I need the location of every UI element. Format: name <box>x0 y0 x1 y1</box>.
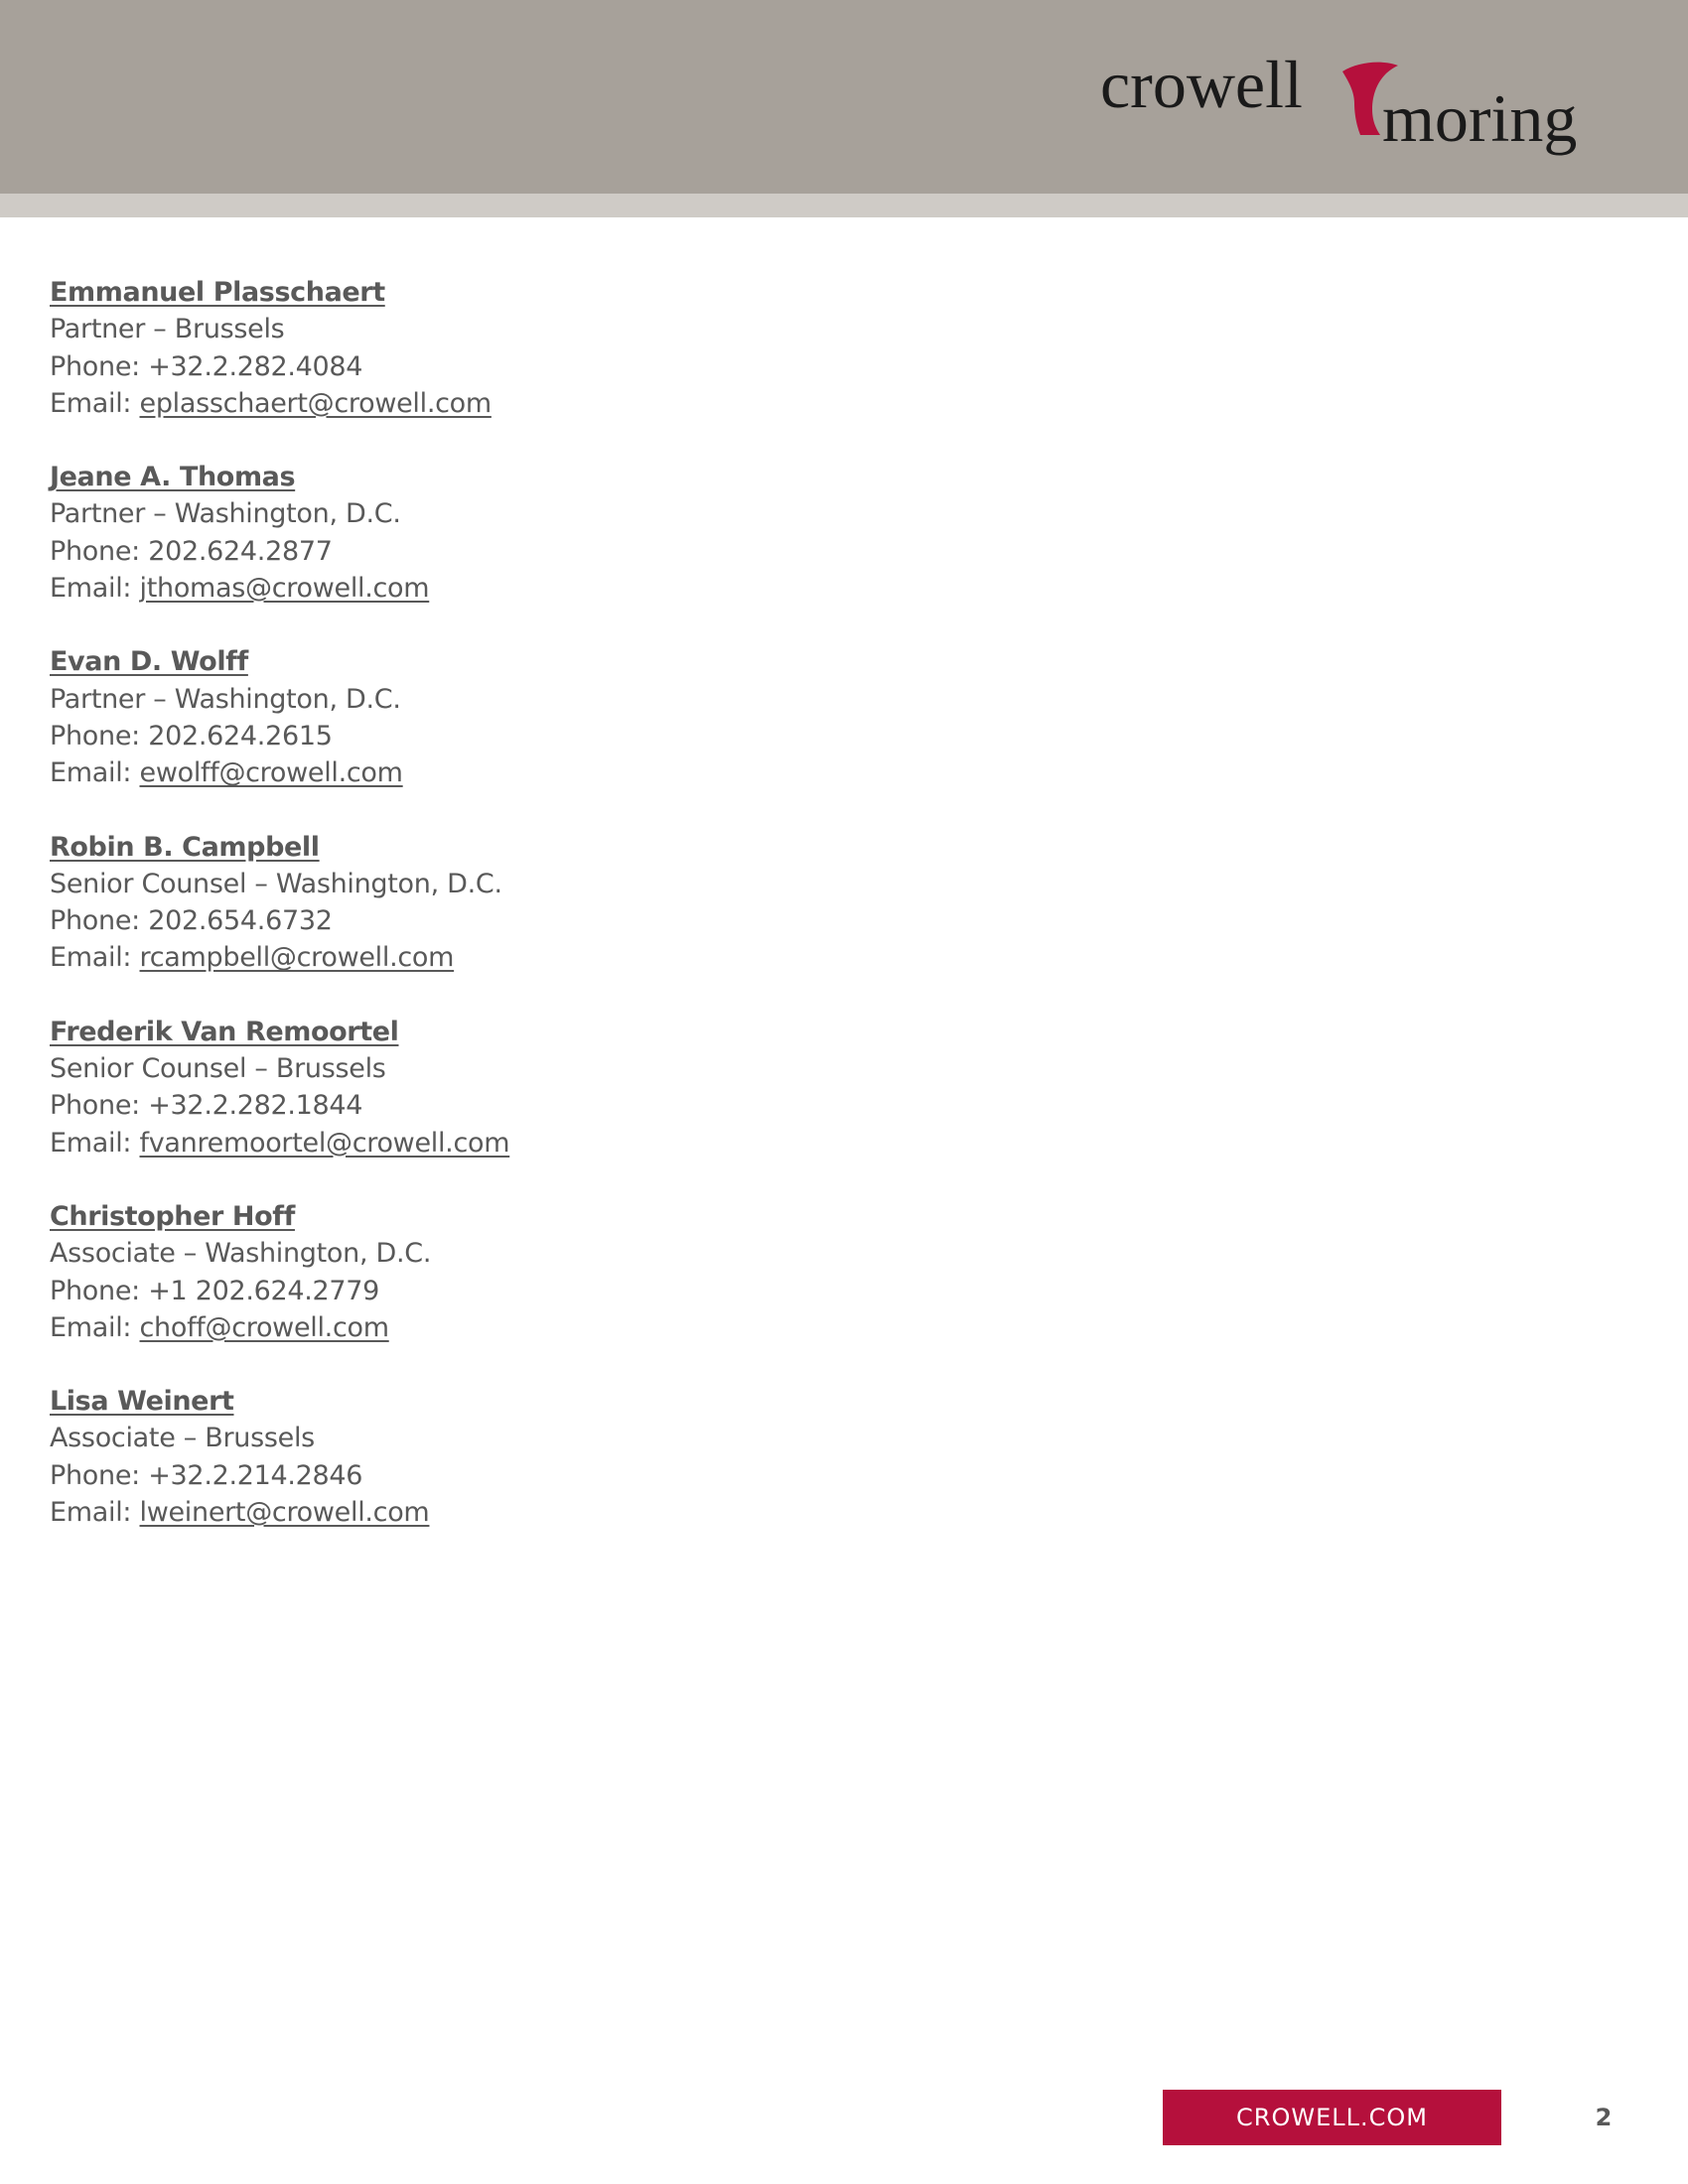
email-link[interactable]: eplasschaert@crowell.com <box>139 387 492 419</box>
contact-name-link[interactable]: Robin B. Campbell <box>50 831 320 863</box>
phone-label: Phone: <box>50 1459 140 1491</box>
contact-phone-row <box>50 1273 1241 1309</box>
contact-phone-row <box>50 348 1241 385</box>
contact-email-row <box>50 385 1241 422</box>
logo-text-moring: moring <box>1382 80 1578 156</box>
phone-value: 202.624.2615 <box>148 720 333 751</box>
page-number: 2 <box>1595 2104 1613 2131</box>
contact-card <box>50 274 1241 422</box>
contact-phone-row <box>50 902 1241 939</box>
website-link[interactable]: CROWELL.COM <box>1163 2090 1501 2145</box>
contact-card <box>50 1383 1241 1531</box>
contact-list <box>50 274 1241 1568</box>
email-label: Email: <box>50 1497 132 1529</box>
phone-label: Phone: <box>50 350 140 382</box>
contact-card <box>50 643 1241 791</box>
contact-title: Senior Counsel – Brussels <box>50 1053 386 1085</box>
phone-value: +1 202.624.2779 <box>148 1275 380 1306</box>
email-label: Email: <box>50 1127 132 1159</box>
contact-title: Senior Counsel – Washington, D.C. <box>50 868 502 899</box>
contact-email-row <box>50 754 1241 791</box>
header-stripe <box>0 194 1688 217</box>
phone-label: Phone: <box>50 1275 140 1306</box>
contact-name-link[interactable]: Evan D. Wolff <box>50 646 248 678</box>
contact-email-row <box>50 1309 1241 1346</box>
email-link[interactable]: rcampbell@crowell.com <box>139 942 455 974</box>
contact-email-row <box>50 939 1241 976</box>
contact-title: Partner – Brussels <box>50 314 285 345</box>
contact-name-link[interactable]: Christopher Hoff <box>50 1200 295 1232</box>
contact-email-row <box>50 1494 1241 1531</box>
email-label: Email: <box>50 573 132 605</box>
contact-title: Associate – Washington, D.C. <box>50 1238 432 1270</box>
phone-label: Phone: <box>50 535 140 567</box>
email-label: Email: <box>50 757 132 789</box>
phone-value: +32.2.282.4084 <box>148 350 363 382</box>
email-link[interactable]: choff@crowell.com <box>139 1311 389 1343</box>
phone-value: +32.2.214.2846 <box>148 1459 363 1491</box>
contact-name-link[interactable]: Emmanuel Plasschaert <box>50 277 385 308</box>
contact-name-link[interactable]: Frederik Van Remoortel <box>50 1016 399 1047</box>
logo-text-crowell: crowell <box>1100 47 1303 122</box>
contact-name-link[interactable]: Lisa Weinert <box>50 1386 234 1418</box>
contact-email-row <box>50 1125 1241 1161</box>
contact-card <box>50 1014 1241 1161</box>
contact-title: Partner – Washington, D.C. <box>50 683 401 715</box>
contact-card <box>50 1198 1241 1346</box>
email-label: Email: <box>50 1311 132 1343</box>
contact-email-row <box>50 570 1241 607</box>
email-link[interactable]: lweinert@crowell.com <box>139 1497 430 1529</box>
contact-name-link[interactable]: Jeane A. Thomas <box>50 462 296 493</box>
phone-value: 202.654.6732 <box>148 905 333 937</box>
email-link[interactable]: jthomas@crowell.com <box>139 573 430 605</box>
contact-phone-row <box>50 533 1241 570</box>
phone-value: +32.2.282.1844 <box>148 1090 363 1122</box>
phone-label: Phone: <box>50 1090 140 1122</box>
email-link[interactable]: ewolff@crowell.com <box>139 757 403 789</box>
contact-title: Associate – Brussels <box>50 1423 315 1454</box>
contact-card <box>50 459 1241 607</box>
contact-phone-row <box>50 1457 1241 1494</box>
contact-phone-row <box>50 718 1241 754</box>
contact-title: Partner – Washington, D.C. <box>50 498 401 530</box>
contact-card <box>50 829 1241 977</box>
phone-label: Phone: <box>50 720 140 751</box>
contact-phone-row <box>50 1087 1241 1124</box>
email-link[interactable]: fvanremoortel@crowell.com <box>139 1127 510 1159</box>
phone-label: Phone: <box>50 905 140 937</box>
phone-value: 202.624.2877 <box>148 535 333 567</box>
email-label: Email: <box>50 387 132 419</box>
crowell-moring-logo <box>1092 40 1648 159</box>
email-label: Email: <box>50 942 132 974</box>
